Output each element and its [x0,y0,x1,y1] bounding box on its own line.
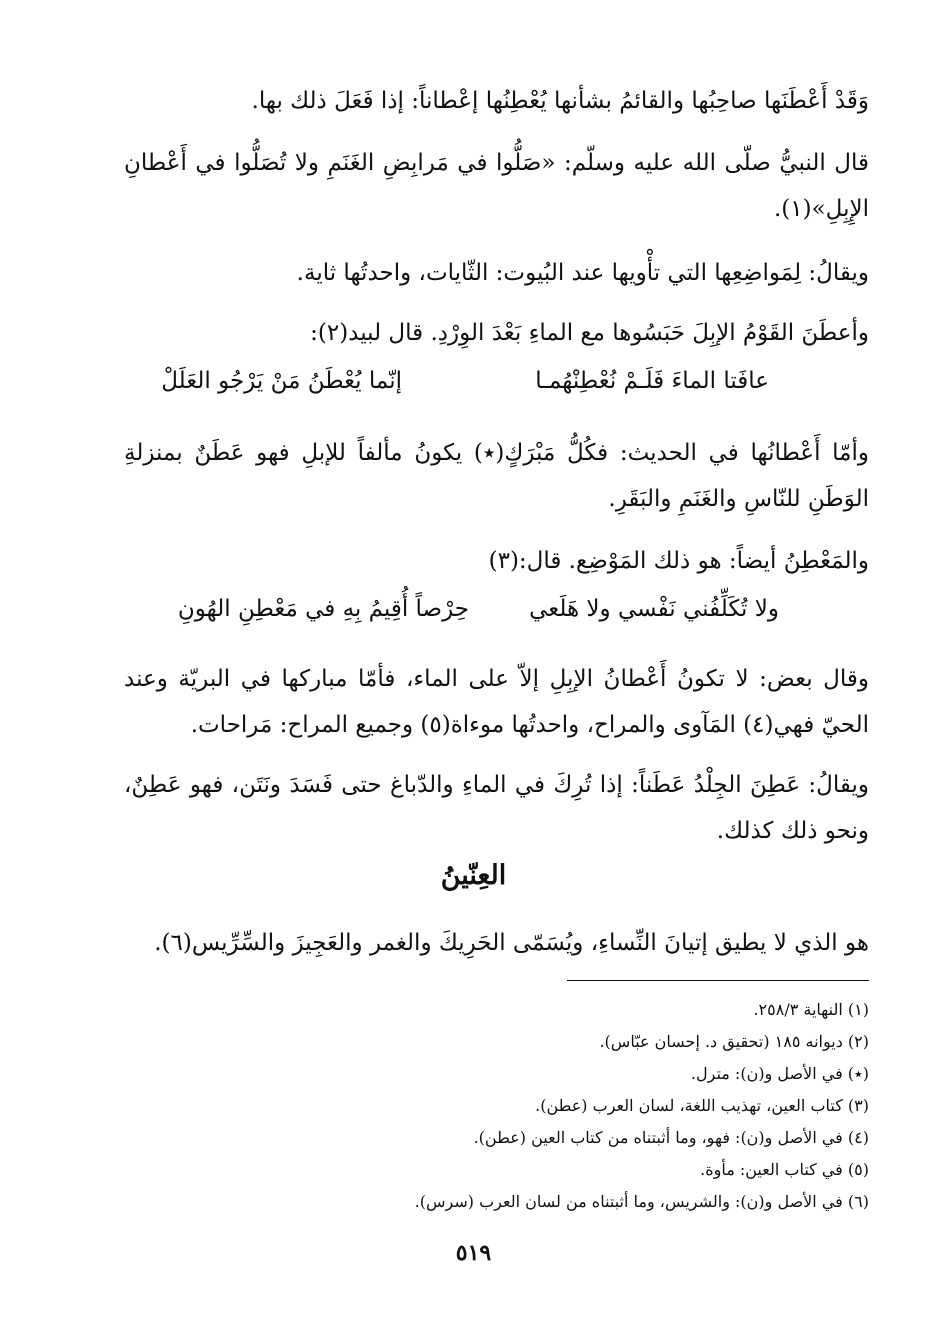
verse-second-hemistich: إنّما يُعْطَنُ مَنْ يَرْجُو العَلَلْ [161,368,402,394]
paragraph: وقال بعض: لا تكونُ أَعْطانُ الإبِلِ إلاّ على الماء، فأمّا مباركها في البريّة وعند الحيّ فهي(٤) المَآوى والمراح، واحدتُها موءاة(٥) وجميع المراح: مَراحات. [124,666,869,738]
footnote: (٥) في كتاب العين: مأوة. [700,1160,869,1179]
paragraph: هو الذي لا يطيق إتيانَ النِّساءِ، ويُسَمّى الحَرِيكَ والغمر والعَجِيزَ والسِّرِّيس(٦). [154,930,869,956]
verse-first-hemistich: ولا تُكَلِّفُني نَفْسي ولا هَلَعي [529,596,779,622]
paragraph: قال النبيُّ صلّى الله عليه وسلّم: «صَلُّوا في مَرابِضِ الغَنَمِ ولا تُصَلُّوا في أَعْطانِ الإِبِلِ»(١). [124,150,869,222]
paragraph: وأمّا أَعْطانُها في الحديث: فكُلُّ مَبْرَكٍ(٭) يكونُ مألفاً للإبلِ فهو عَطَنٌ بمنزلةِ الوَطَنِ للنّاسِ والغَنَمِ والبَقَرِ. [124,440,869,512]
footnote: (١) النهاية ٢٥٨/٣. [753,1000,869,1019]
footnote: (٭) في الأصل و(ن): مترل. [690,1064,869,1083]
paragraph: ويقالُ: عَطِنَ الجِلْدُ عَطَناً: إذا تُرِكَ في الماءِ والدّباغ حتى فَسَدَ ونَتَن، فهو عَطِنٌ، ونحو ذلك كذلك. [124,772,869,844]
verse-second-hemistich: حِرْصاً أُقِيمُ بِهِ في مَعْطِنِ الهُونِ [177,596,469,622]
footnote-separator [567,980,869,981]
paragraph: وَقَدْ أَعْطَنَها صاحِبُها والقائمُ بشأنها يُعْطِنُها إعْطاناً: إذا فَعَلَ ذلك بها. [251,88,869,114]
footnote: (٤) في الأصل و(ن): فهو، وما أثبتناه من كتاب العين (عطن). [473,1128,869,1147]
paragraph: والمَعْطِنُ أيضاً: هو ذلك المَوْضِع. قال:(٣) [488,548,869,574]
paragraph: ويقالُ: لِمَواضِعِها التي تأْويها عند البُيوت: الثّايات، واحدتُها ثاية. [296,260,869,286]
paragraph: وأعطَنَ القَوْمُ الإبِلَ حَبَسُوها مع الماءِ بَعْدَ الوِرْدِ. قال لبيد(٢): [310,320,869,346]
footnote: (٢) ديوانه ١٨٥ (تحقيق د. إحسان عبّاس). [599,1032,869,1051]
entry-heading: العِنّينُ [440,860,507,891]
footnote: (٣) كتاب العين، تهذيب اللغة، لسان العرب (عطن). [535,1096,869,1115]
footnote: (٦) في الأصل و(ن): والشريس، وما أثبتناه من لسان العرب (سرس). [414,1192,869,1211]
verse-first-hemistich: عافَتا الماءَ فَلَـمْ نُعْطِنْهُمـا [535,368,769,394]
page-number: ٥١٩ [455,1240,492,1266]
